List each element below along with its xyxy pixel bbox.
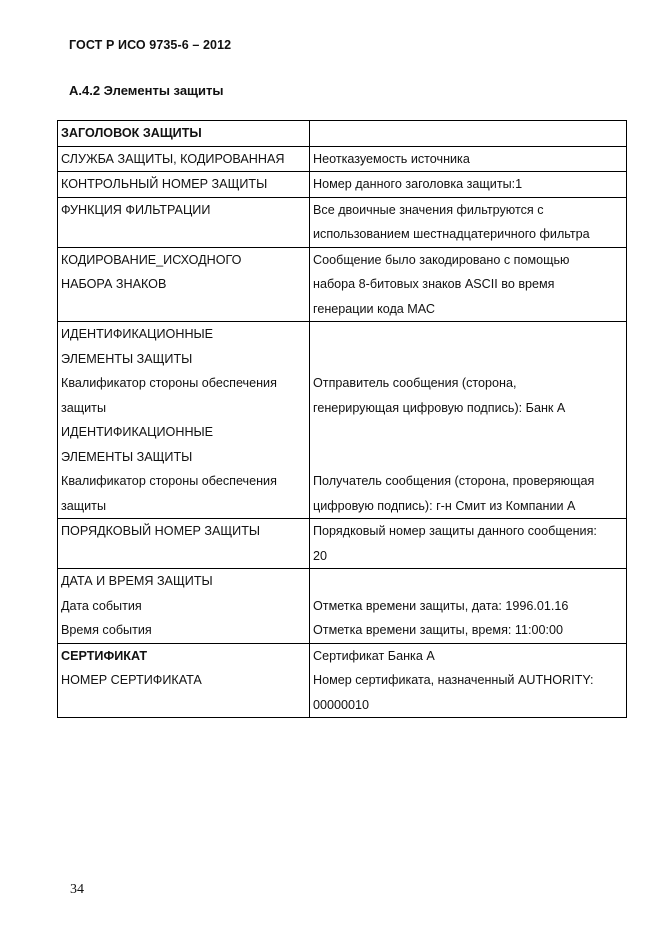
cell-line — [313, 445, 623, 470]
cell-line: Время события — [61, 623, 152, 637]
table-row — [58, 643, 627, 718]
table-cell-right — [310, 519, 627, 569]
table-cell-left — [58, 569, 310, 644]
cell-line: Все двоичные значения фильтруются с — [313, 202, 544, 217]
cell-line: 00000010 — [313, 697, 370, 712]
table-cell-right — [310, 197, 627, 247]
table-row — [58, 247, 627, 322]
table-row — [58, 121, 627, 147]
table-cell-left — [58, 322, 310, 519]
table-cell-right — [310, 121, 627, 147]
cell-line: НАБОРА ЗНАКОВ — [61, 277, 167, 291]
document-header: ГОСТ Р ИСО 9735-6 – 2012 — [69, 38, 232, 52]
cell-line: Неотказуемость источника — [313, 151, 470, 166]
table-cell-left — [58, 121, 310, 147]
cell-line: генерирующая цифровую подпись): Банк А — [313, 400, 566, 415]
cell-line — [61, 544, 306, 569]
cell-line — [61, 297, 306, 322]
cell-line: ПОРЯДКОВЫЙ НОМЕР ЗАЩИТЫ — [61, 524, 261, 538]
cell-line: набора 8-битовых знаков ASCII во время — [313, 277, 555, 291]
table-row — [58, 322, 627, 519]
cell-line: использованием шестнадцатеричного фильтра — [313, 227, 590, 241]
cell-line: Сертификат Банка А — [313, 648, 435, 663]
cell-line — [313, 121, 623, 146]
cell-line: КОНТРОЛЬНЫЙ НОМЕР ЗАЩИТЫ — [61, 177, 268, 191]
cell-line: Сообщение было закодировано с помощью — [313, 252, 570, 267]
cell-line: Отправитель сообщения (сторона, — [313, 376, 517, 390]
table-row — [58, 146, 627, 172]
cell-line: СЛУЖБА ЗАЩИТЫ, КОДИРОВАННАЯ — [61, 151, 285, 166]
table-cell-left — [58, 197, 310, 247]
table-cell-right — [310, 322, 627, 519]
cell-line: Номер сертификата, назначенный AUTHORITY: — [313, 673, 594, 687]
cell-line — [313, 347, 623, 372]
cell-line: КОДИРОВАНИЕ_ИСХОДНОГО — [61, 252, 242, 267]
cell-line — [313, 420, 623, 445]
table-cell-right — [310, 643, 627, 718]
table-cell-right — [310, 247, 627, 322]
table-row — [58, 569, 627, 644]
cell-line: Отметка времени защиты, дата: 1996.01.16 — [313, 598, 569, 613]
cell-line: Номер данного заголовка защиты:1 — [313, 177, 523, 191]
cell-line: НОМЕР СЕРТИФИКАТА — [61, 673, 202, 687]
cell-line — [313, 322, 623, 347]
cell-line: ЭЛЕМЕНТЫ ЗАЩИТЫ — [61, 449, 193, 464]
cell-line: Отметка времени защиты, время: 11:00:00 — [313, 623, 563, 637]
table-cell-right — [310, 172, 627, 198]
table-cell-left — [58, 172, 310, 198]
cell-line: генерации кода МАС — [313, 301, 436, 316]
cell-line: Квалификатор стороны обеспечения — [61, 474, 277, 488]
table-cell-left — [58, 247, 310, 322]
table-cell-left — [58, 643, 310, 718]
cell-line — [313, 569, 623, 594]
cell-line: Дата события — [61, 598, 142, 613]
cell-line: цифровую подпись): г-н Смит из Компании А — [313, 498, 576, 513]
cell-line: ИДЕНТИФИКАЦИОННЫЕ — [61, 327, 214, 341]
security-elements-table — [57, 120, 627, 718]
cell-line: Порядковый номер защиты данного сообщения: — [313, 524, 597, 538]
cell-line — [61, 693, 306, 718]
cell-line: ФУНКЦИЯ ФИЛЬТРАЦИИ — [61, 202, 211, 217]
table-row — [58, 519, 627, 569]
cell-line: ДАТА И ВРЕМЯ ЗАЩИТЫ — [61, 574, 213, 588]
table-cell-right — [310, 569, 627, 644]
cell-line — [61, 222, 306, 247]
page-number: 34 — [70, 882, 84, 897]
cell-line: ЭЛЕМЕНТЫ ЗАЩИТЫ — [61, 351, 193, 366]
cell-line: Квалификатор стороны обеспечения — [61, 376, 277, 390]
cell-line: СЕРТИФИКАТ — [61, 648, 148, 663]
cell-line: 20 — [313, 548, 328, 563]
cell-line: ИДЕНТИФИКАЦИОННЫЕ — [61, 425, 214, 439]
table-row — [58, 172, 627, 198]
table-cell-left — [58, 519, 310, 569]
cell-line: ЗАГОЛОВОК ЗАЩИТЫ — [61, 126, 202, 140]
table-cell-left — [58, 146, 310, 172]
section-title: А.4.2 Элементы защиты — [69, 83, 224, 98]
cell-line: защиты — [61, 400, 106, 415]
cell-line: защиты — [61, 498, 106, 513]
table-cell-right — [310, 146, 627, 172]
cell-line: Получатель сообщения (сторона, проверяющая — [313, 474, 595, 488]
table-row — [58, 197, 627, 247]
